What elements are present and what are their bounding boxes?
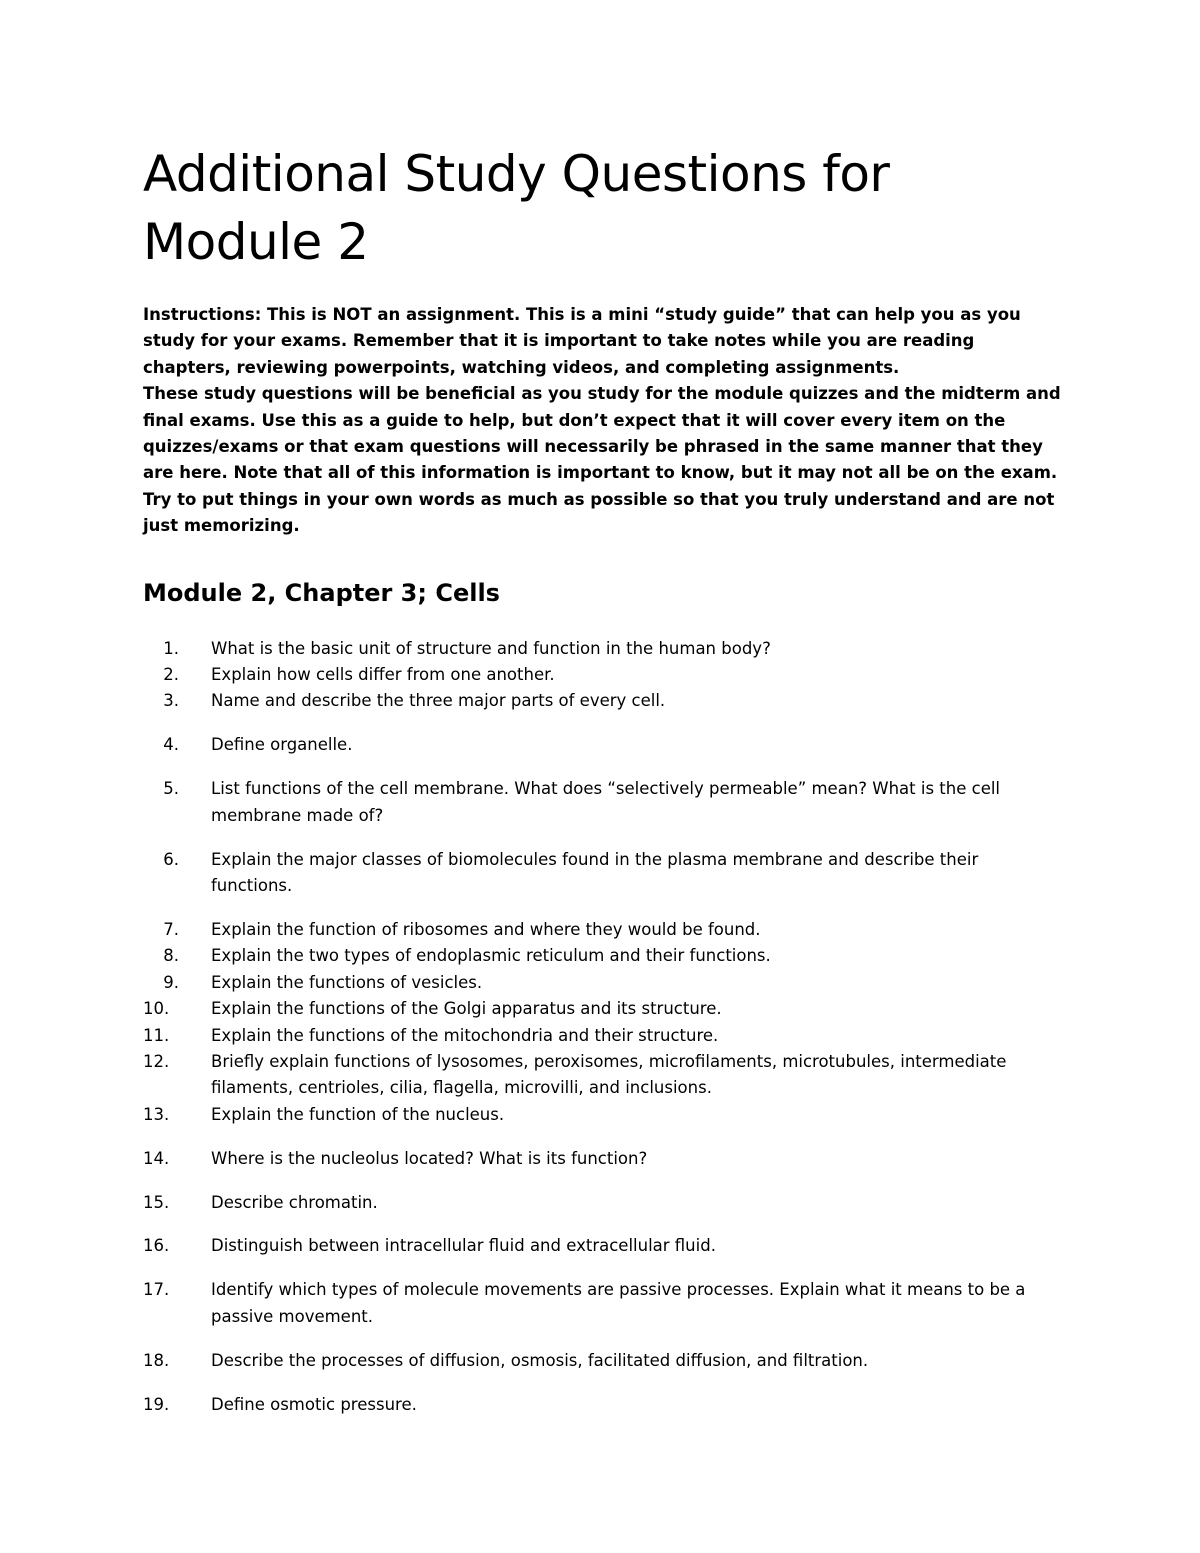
- question-text: Define osmotic pressure.: [211, 1394, 417, 1414]
- question-item: [143, 1348, 1063, 1374]
- page-title: Additional Study Questions for Module 2: [143, 145, 890, 271]
- question-text: Explain the two types of endoplasmic reticulum and their functions.: [211, 946, 771, 966]
- question-item: [143, 662, 1063, 688]
- question-item: [143, 1146, 1063, 1172]
- question-number: 6.: [163, 849, 179, 869]
- question-text: Briefly explain functions of lysosomes, peroxisomes, microfilaments, microtubules, intermediate filaments, centrioles, cilia, flagella, microvilli, and inclusions.: [211, 1051, 1007, 1098]
- question-text: Define organelle.: [211, 735, 353, 755]
- question-text: Identify which types of molecule movements are passive processes. Explain what it means to be a passive movement.: [211, 1280, 1026, 1326]
- question-number: 19.: [143, 1394, 170, 1414]
- question-item: [143, 776, 1063, 829]
- question-item: [143, 1049, 1063, 1102]
- question-item: [143, 1233, 1063, 1259]
- question-number: 10.: [143, 999, 170, 1019]
- question-item: [143, 636, 1063, 662]
- question-text: Explain how cells differ from one another.: [211, 665, 555, 685]
- question-number: 17.: [143, 1280, 170, 1300]
- question-item: [143, 996, 1063, 1022]
- question-number: 13.: [143, 1104, 170, 1124]
- question-number: 16.: [143, 1236, 170, 1256]
- question-number: 7.: [163, 919, 179, 939]
- question-number: 1.: [163, 638, 179, 658]
- question-text: Distinguish between intracellular fluid and extracellular fluid.: [211, 1236, 716, 1256]
- question-item: [143, 917, 1063, 943]
- question-item: [143, 1023, 1063, 1049]
- question-item: [143, 1190, 1063, 1216]
- question-number: 11.: [143, 1025, 170, 1045]
- question-number: 8.: [163, 946, 179, 966]
- question-number: 14.: [143, 1148, 170, 1168]
- question-number: 9.: [163, 972, 179, 992]
- question-text: Explain the functions of the Golgi apparatus and its structure.: [211, 999, 722, 1019]
- question-item: [143, 1102, 1063, 1128]
- instructions-paragraph: These study questions will be beneficial as you study for the module quizzes and the midterm and final exams. Use this as a guide to help, but don’t expect that it will cover every item on the quizzes/exams or that exam questions will necessarily be phrased in the same manner that they are here. Note that all of this information is important to know, but it may not all be on the exam. Try to put things in your own words as much as possible so that you truly understand and are not just memorizing.: [143, 384, 1061, 536]
- question-number: 12.: [143, 1051, 170, 1071]
- section-heading: Module 2, Chapter 3; Cells: [143, 578, 500, 607]
- instructions-block: [143, 302, 1063, 540]
- question-number: 5.: [163, 779, 179, 799]
- question-item: [143, 1277, 1063, 1330]
- question-number: 2.: [163, 665, 179, 685]
- question-number: 18.: [143, 1350, 170, 1370]
- question-item: [143, 847, 1063, 900]
- question-text: Name and describe the three major parts of every cell.: [211, 691, 666, 711]
- question-list: [143, 636, 1063, 1418]
- question-item: [143, 943, 1063, 969]
- question-text: Where is the nucleolus located? What is its function?: [211, 1148, 648, 1168]
- question-text: List functions of the cell membrane. What does “selectively permeable” mean? What is the cell membrane made of?: [211, 779, 1001, 825]
- question-item: [143, 970, 1063, 996]
- question-text: Explain the functions of the mitochondria and their structure.: [211, 1025, 719, 1045]
- question-text: Explain the functions of vesicles.: [211, 972, 483, 992]
- question-text: Explain the function of ribosomes and where they would be found.: [211, 919, 761, 939]
- question-number: 15.: [143, 1192, 170, 1212]
- question-item: [143, 732, 1063, 758]
- question-number: 4.: [163, 735, 179, 755]
- question-text: Explain the function of the nucleus.: [211, 1104, 505, 1124]
- question-text: What is the basic unit of structure and function in the human body?: [211, 638, 771, 658]
- question-text: Describe the processes of diffusion, osmosis, facilitated diffusion, and filtration.: [211, 1350, 869, 1370]
- question-item: [143, 1392, 1063, 1418]
- document-page: [143, 140, 1063, 1418]
- question-item: [143, 688, 1063, 714]
- question-text: Describe chromatin.: [211, 1192, 378, 1212]
- question-number: 3.: [163, 691, 179, 711]
- instructions-paragraph: Instructions: This is NOT an assignment. This is a mini “study guide” that can help you as you study for your exams. Remember that it is important to take notes while you are reading chapters, reviewing powerpoints, watching videos, and completing assignments.: [143, 305, 1021, 377]
- question-text: Explain the major classes of biomolecules found in the plasma membrane and describe their functions.: [211, 849, 979, 895]
